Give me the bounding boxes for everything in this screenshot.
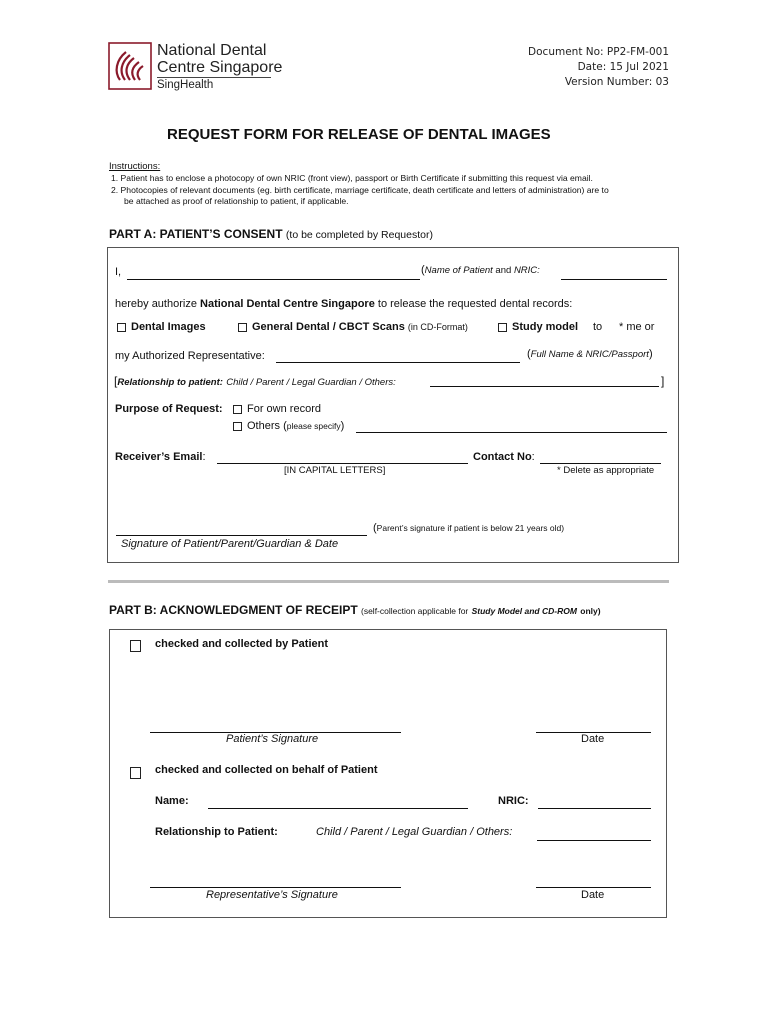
logo-name-line1: National Dental <box>157 42 267 59</box>
email-label-wrap: Receiver’s Email: <box>115 451 206 463</box>
relationship-field-b[interactable] <box>537 840 651 841</box>
signature-label: Signature of Patient/Parent/Guardian & Date <box>121 538 339 550</box>
rep-signature-field[interactable] <box>150 887 401 888</box>
instruction-1: 1. Patient has to enclose a photocopy of own NRIC (front view), passport or Birth Certificate if submitting this request via email. <box>111 173 593 183</box>
part-a-heading <box>109 227 433 241</box>
part-a-title: PART A: PATIENT’S CONSENT <box>109 227 283 241</box>
patient-nric-field[interactable] <box>561 279 667 280</box>
opt2-label: checked and collected on behalf of Patient <box>155 764 378 776</box>
rep-nric-field[interactable] <box>538 808 651 809</box>
part-b-heading: PART B: ACKNOWLEDGMENT OF RECEIPT (self-collection applicable for Study Model and CD-ROM only) <box>109 603 601 617</box>
part-a-note: (to be completed by Requestor) <box>285 229 433 241</box>
patient-name-caption: (Name of Patient and NRIC: <box>421 264 540 276</box>
opt-collected-on-behalf[interactable] <box>130 766 141 784</box>
checkbox-icon[interactable] <box>233 405 242 414</box>
opt-dental-images[interactable]: Dental Images <box>117 321 206 333</box>
ndcs-logo-icon <box>108 42 152 90</box>
section-divider <box>108 580 669 583</box>
authorize-pre: hereby authorize <box>115 298 197 310</box>
logo-group: SingHealth <box>157 79 214 91</box>
checkbox-icon[interactable] <box>233 422 242 431</box>
opt-study-model[interactable]: Study model <box>498 321 578 333</box>
doc-number: Document No: PP2-FM-001 <box>528 46 669 58</box>
doc-date: Date: 15 Jul 2021 <box>577 61 669 73</box>
rep-note: (Full Name & NRIC/Passport) <box>527 348 653 360</box>
opt-general-dental[interactable]: General Dental / CBCT Scans (in CD-Format) <box>238 321 468 333</box>
checkbox-icon[interactable] <box>130 640 141 652</box>
email-label: Receiver’s Email <box>115 451 203 463</box>
relationship-bracket: ] <box>661 374 665 388</box>
authorize-org: National Dental Centre Singapore <box>200 298 375 310</box>
purpose-label: Purpose of Request: <box>115 403 223 415</box>
relationship-label-b: Relationship to Patient: <box>155 826 278 838</box>
form-title: REQUEST FORM FOR RELEASE OF DENTAL IMAGES <box>167 126 551 143</box>
parent-sig-note: (Parent’s signature if patient is below 21 years old) <box>373 522 565 534</box>
part-b-title: PART B: ACKNOWLEDGMENT OF RECEIPT <box>109 603 358 617</box>
me-or-label: * me or <box>619 321 655 333</box>
name-of-patient-label: Name of Patient <box>424 265 493 276</box>
relationship-options: Child / Parent / Legal Guardian / Others: <box>226 377 396 388</box>
relationship-label: Relationship to patient: <box>117 377 223 388</box>
patient-signature-label: Patient’s Signature <box>226 733 319 745</box>
purpose-others-field[interactable] <box>356 432 667 433</box>
logo-divider <box>157 77 271 78</box>
signature-field[interactable] <box>116 535 367 536</box>
contact-field[interactable] <box>540 463 661 464</box>
relationship-options-b: Child / Parent / Legal Guardian / Others: <box>316 826 513 838</box>
doc-version: Version Number: 03 <box>564 76 669 88</box>
checkbox-icon[interactable] <box>117 323 126 332</box>
instruction-2: 2. Photocopies of relevant documents (eg. birth certificate, marriage certificate, death certificate and letters of administration) are to <box>111 185 609 195</box>
date2-field[interactable] <box>536 887 651 888</box>
date2-label: Date <box>581 889 605 901</box>
opt-collected-by-patient[interactable] <box>130 639 141 657</box>
relationship-field[interactable] <box>430 386 659 387</box>
nric-label: NRIC: <box>513 265 540 276</box>
checkbox-icon[interactable] <box>498 323 507 332</box>
checkbox-icon[interactable] <box>238 323 247 332</box>
rep-signature-label: Representative’s Signature <box>206 889 338 901</box>
date1-label: Date <box>581 733 605 745</box>
contact-label-wrap: Contact No: <box>473 451 535 463</box>
authorize-post: to release the requested dental records: <box>377 298 573 310</box>
instruction-2-cont: be attached as proof of relationship to patient, if applicable. <box>124 196 349 206</box>
name-label: Name: <box>155 795 189 807</box>
instructions-heading: Instructions: <box>109 161 161 172</box>
authorize-sentence <box>115 298 572 310</box>
caps-note: [IN CAPITAL LETTERS] <box>284 465 386 476</box>
rep-field[interactable] <box>276 362 520 363</box>
rep-label: my Authorized Representative: <box>115 350 265 362</box>
purpose-own[interactable]: For own record <box>233 403 321 415</box>
opt1-label: checked and collected by Patient <box>155 638 329 650</box>
checkbox-icon[interactable] <box>130 767 141 779</box>
nric-label-b: NRIC: <box>498 795 529 807</box>
logo-name-line2: Centre Singapore <box>157 59 283 76</box>
relationship-row: [Relationship to patient: Child / Parent / Legal Guardian / Others: <box>114 374 396 388</box>
purpose-others[interactable]: Others (please specify) <box>233 420 344 432</box>
i-label: I, <box>115 266 122 278</box>
delete-note: * Delete as appropriate <box>557 465 655 476</box>
email-field[interactable] <box>217 463 468 464</box>
rep-name-field[interactable] <box>208 808 468 809</box>
patient-name-field[interactable] <box>127 279 420 280</box>
contact-label: Contact No <box>473 451 532 463</box>
to-label: to <box>593 321 603 333</box>
